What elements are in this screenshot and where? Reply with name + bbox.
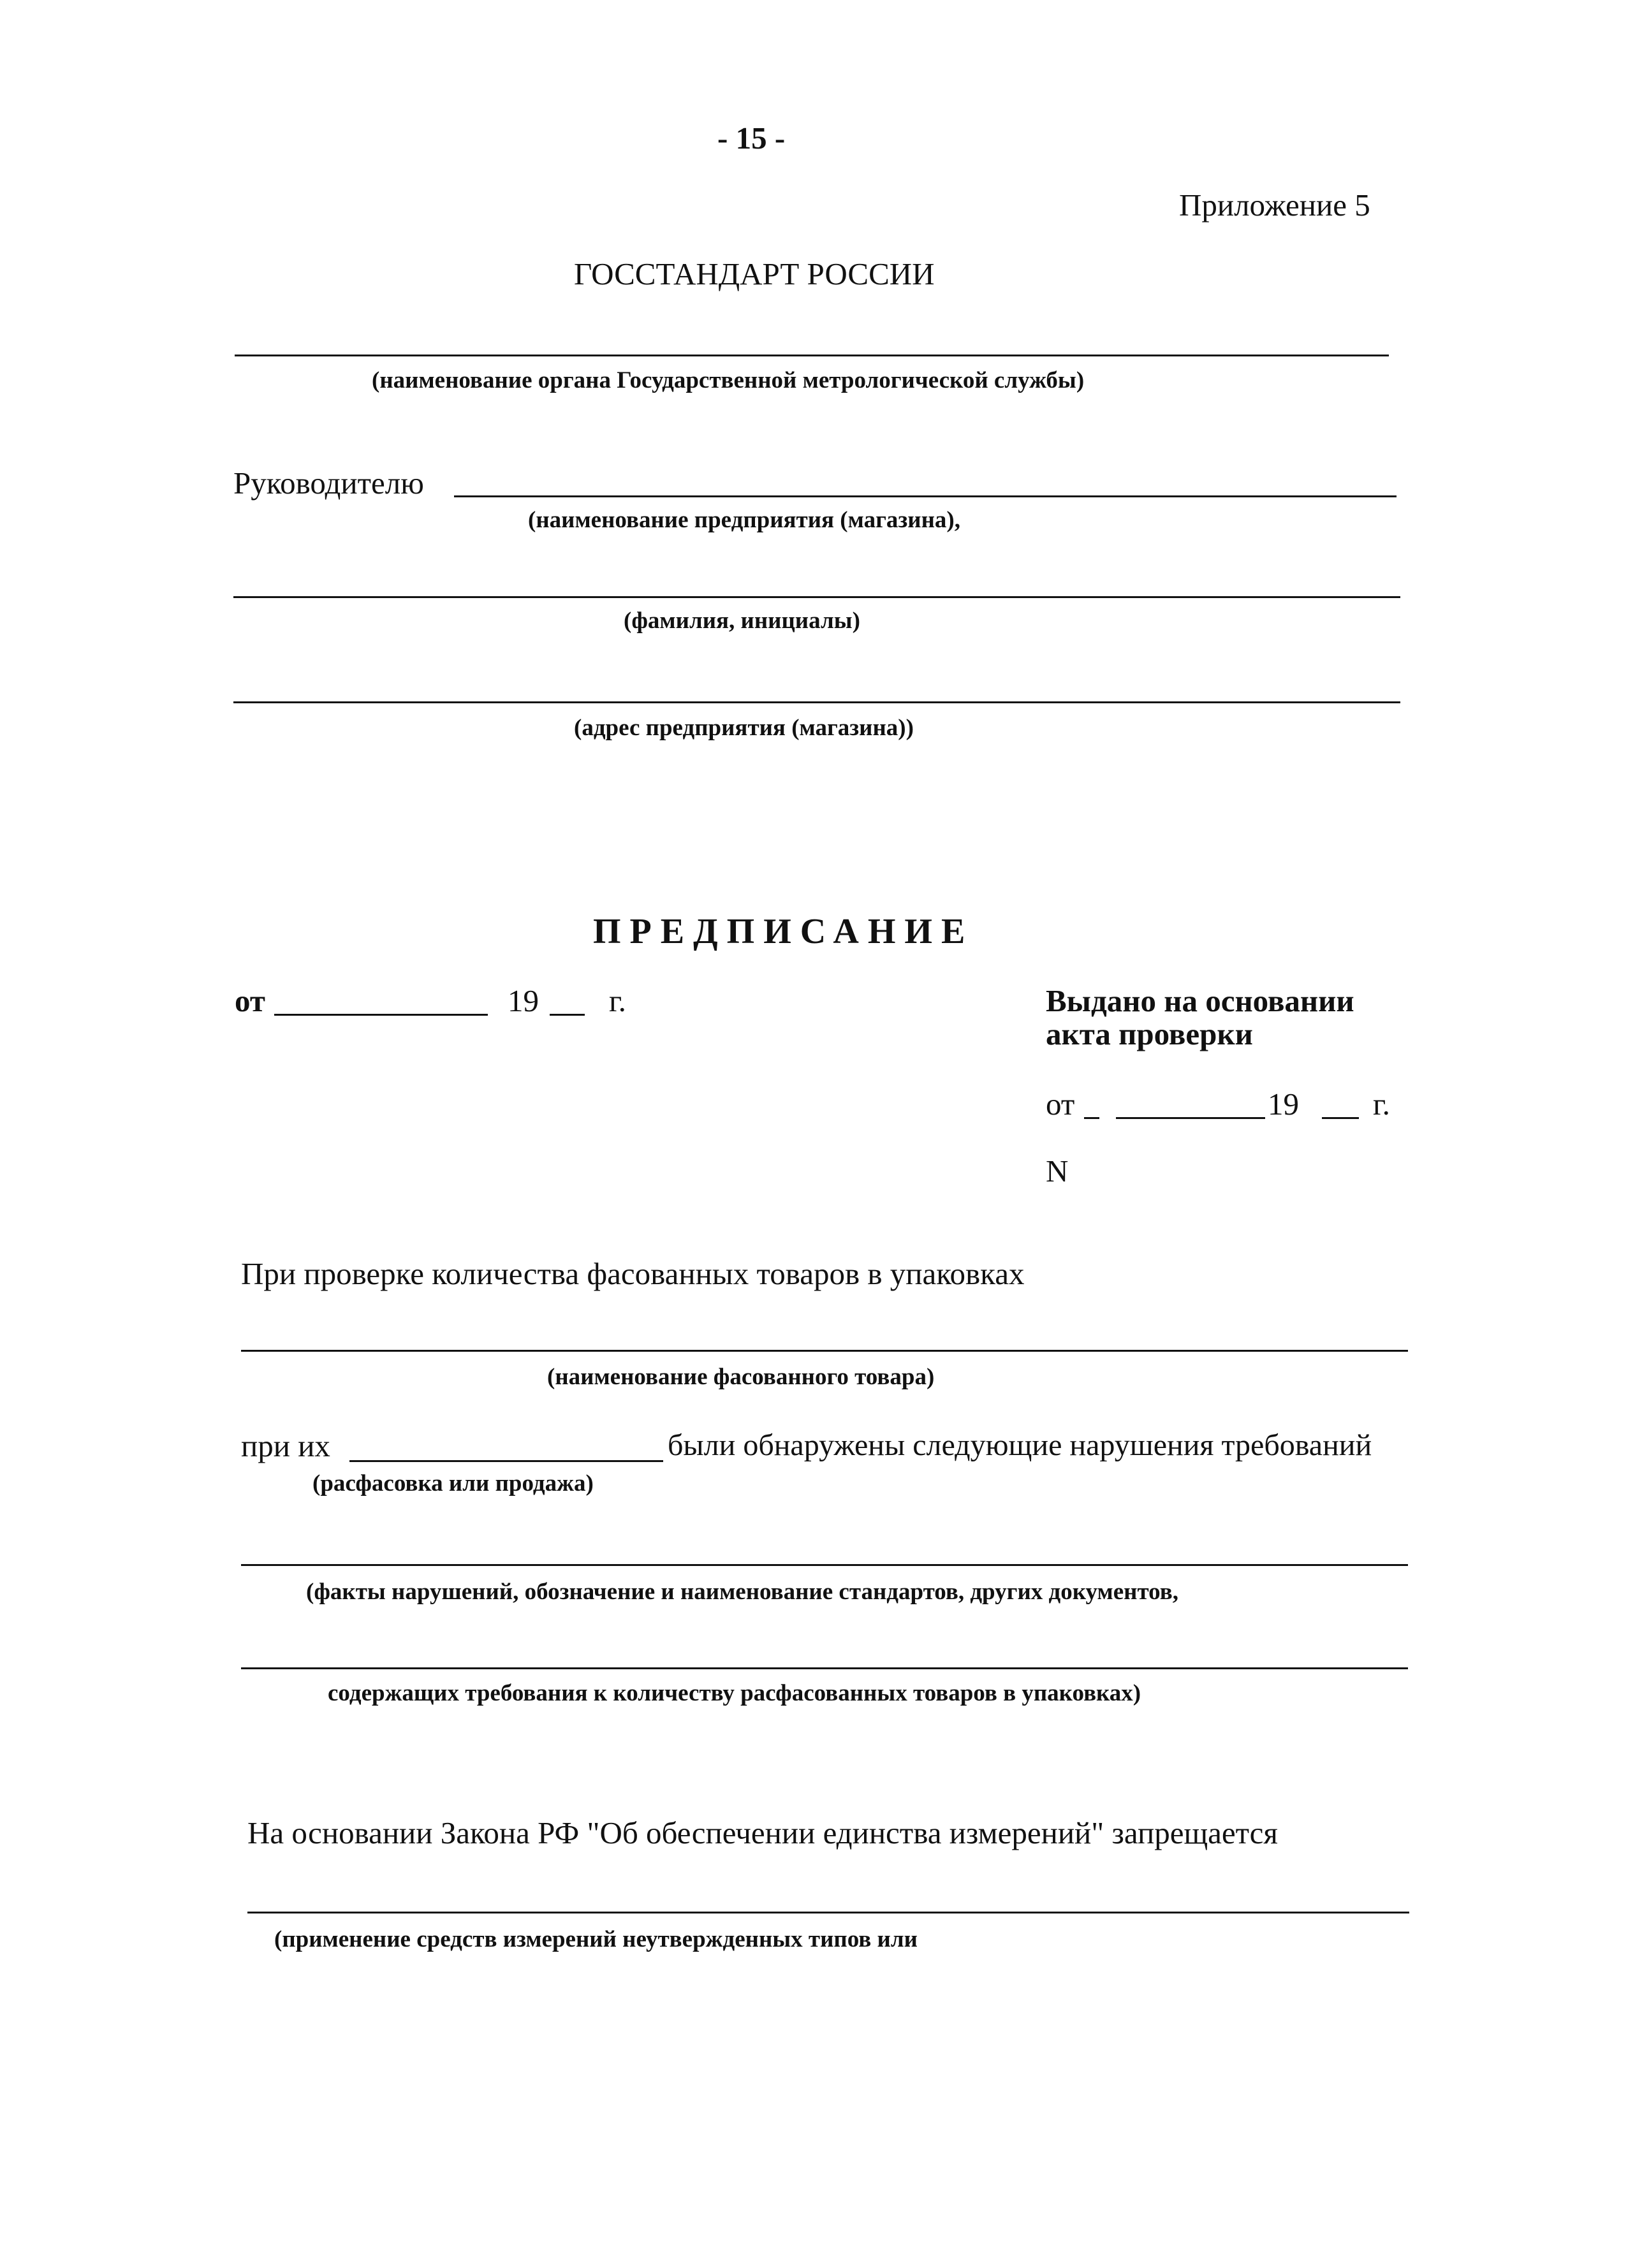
packing-caption: (расфасовка или продажа) — [312, 1470, 594, 1496]
prohibition-line[interactable] — [247, 1912, 1409, 1913]
agency-heading: ГОССТАНДАРТ РОССИИ — [574, 256, 935, 291]
address-caption: (адрес предприятия (магазина)) — [574, 715, 914, 741]
to-manager-label: Руководителю — [233, 465, 424, 501]
act-day-line[interactable] — [1084, 1117, 1099, 1119]
act-year-line[interactable] — [1322, 1117, 1359, 1119]
act-month-line[interactable] — [1116, 1117, 1265, 1119]
act-g-label: г. — [1373, 1086, 1390, 1122]
act-year-prefix: 19 — [1268, 1086, 1299, 1122]
date-from-label: от — [235, 983, 265, 1018]
issued-basis-line2: акта проверки — [1046, 1016, 1253, 1051]
name-line[interactable] — [233, 596, 1400, 598]
enterprise-line[interactable] — [454, 495, 1397, 497]
date-g-label: г. — [609, 983, 626, 1018]
appendix-label: Приложение 5 — [1179, 187, 1370, 223]
address-line[interactable] — [233, 701, 1400, 703]
violation-facts-caption: (факты нарушений, обозначение и наименование стандартов, других документов, — [306, 1579, 1178, 1605]
enterprise-caption: (наименование предприятия (магазина), — [528, 507, 960, 533]
product-line[interactable] — [241, 1350, 1408, 1352]
page-number: - 15 - — [717, 121, 786, 156]
issued-basis-line1: Выдано на основании — [1046, 983, 1354, 1018]
date-day-month-line[interactable] — [274, 1014, 488, 1016]
violation-facts-line[interactable] — [241, 1564, 1408, 1566]
act-from-label: от — [1046, 1086, 1075, 1122]
packing-line[interactable] — [349, 1460, 663, 1462]
violations-found-text: были обнаружены следующие нарушения требований — [668, 1428, 1372, 1462]
product-caption: (наименование фасованного товара) — [547, 1364, 935, 1390]
agency-body-line[interactable] — [235, 355, 1389, 356]
date-year-prefix: 19 — [508, 983, 539, 1018]
law-text: На основании Закона РФ "Об обеспечении единства измерений" запрещается — [247, 1815, 1278, 1850]
requirements-caption: содержащих требования к количеству расфасованных товаров в упаковках) — [328, 1680, 1141, 1706]
agency-body-caption: (наименование органа Государственной метрологической службы) — [372, 367, 1085, 393]
check-text: При проверке количества фасованных товаров в упаковках — [241, 1256, 1025, 1291]
prohibition-caption: (применение средств измерений неутвержденных типов или — [274, 1926, 918, 1952]
requirements-line[interactable] — [241, 1667, 1408, 1669]
name-caption: (фамилия, инициалы) — [624, 608, 860, 634]
document-title: ПРЕДПИСАНИЕ — [593, 912, 974, 951]
act-number-label: N — [1046, 1153, 1069, 1189]
when-their-label: при их — [241, 1428, 330, 1463]
date-year-line[interactable] — [550, 1014, 585, 1016]
